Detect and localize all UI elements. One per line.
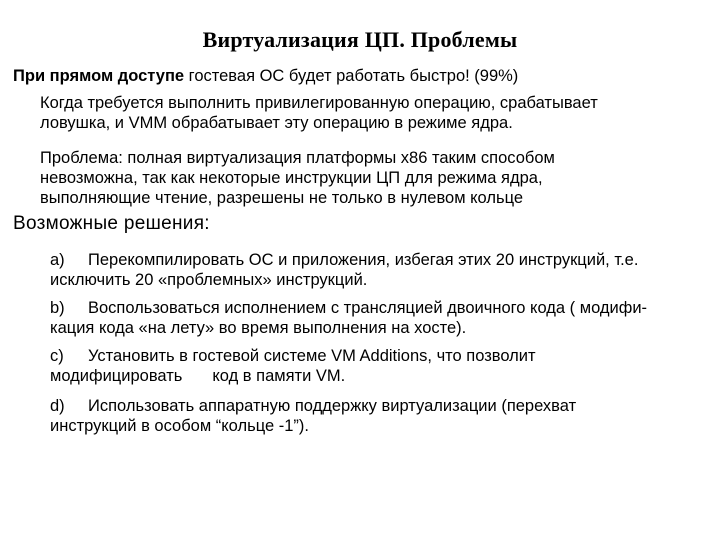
solution-c-text-2a: модифицировать <box>50 367 183 385</box>
solution-item-d <box>50 396 576 436</box>
solution-d-marker: d) <box>50 397 65 415</box>
problem-line-1 <box>40 148 555 168</box>
solution-c-line-2 <box>50 366 536 386</box>
solution-b-text-1: Воспользоваться исполнением с трансляцией двоичного кода ( модифи- <box>88 299 648 317</box>
solution-b-marker: b) <box>50 299 65 317</box>
trap-line-1: Когда требуется выполнить привилегированную операцию, срабатывает <box>40 94 598 112</box>
solution-item-b <box>50 298 647 338</box>
problem-label: Проблема <box>40 149 119 167</box>
solution-c-text-1: Установить в гостевой системе VM Additions, что позволит <box>88 347 536 365</box>
problem-paragraph <box>40 148 555 208</box>
solution-item-a <box>50 250 638 290</box>
solution-d-text-1: Использовать аппаратную поддержку виртуализации (перехват <box>88 397 577 415</box>
trap-paragraph <box>40 93 598 133</box>
solutions-heading: Возможные решения: <box>13 213 210 234</box>
problem-line-2: невозможна, так как некоторые инструкции ЦП для режима ядра, <box>40 169 543 187</box>
solution-a-text-1: Перекомпилировать ОС и приложения, избегая этих 20 инструкций, т.е. <box>88 251 639 269</box>
solution-c-text-2b: код в памяти VM. <box>212 367 346 385</box>
trap-line-2: ловушка, и VMM обрабатывает эту операцию в режиме ядра. <box>40 114 513 132</box>
problem-line-3: выполняющие чтение, разрешены не только в нулевом кольце <box>40 189 524 207</box>
solution-b-line-1 <box>50 298 647 318</box>
problem-line-1-text: : полная виртуализация платформы x86 таким способом <box>118 149 555 167</box>
page-title: Виртуализация ЦП. Проблемы <box>202 27 518 52</box>
intro-bold-text: При прямом доступе <box>13 67 185 85</box>
solution-d-line-1 <box>50 396 576 416</box>
solution-a-line-2: исключить 20 «проблемных» инструкций. <box>50 271 368 289</box>
intro-text: гостевая ОС будет работать быстро! (99%) <box>184 67 519 85</box>
solution-a-line-1 <box>50 250 638 270</box>
solution-c-line-1 <box>50 346 536 366</box>
solution-b-line-2: кация кода «на лету» во время выполнения на хосте). <box>50 319 467 337</box>
solution-d-line-2: инструкций в особом “кольце -1”). <box>50 417 309 435</box>
solution-item-c <box>50 346 536 386</box>
intro-paragraph <box>13 66 518 86</box>
solution-c-marker: c) <box>50 347 64 365</box>
solution-a-marker: a) <box>50 251 65 269</box>
